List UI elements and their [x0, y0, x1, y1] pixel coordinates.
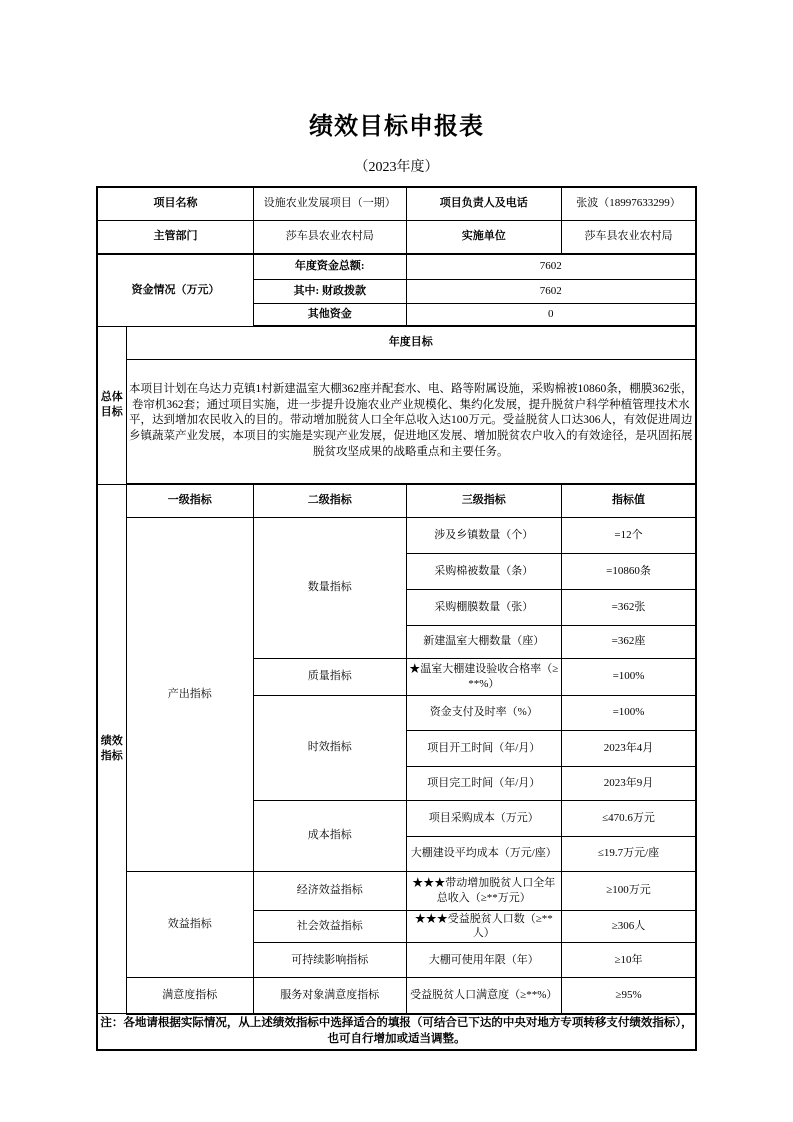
indicator-l1: 满意度指标	[126, 978, 253, 1014]
indicator-l2: 质量指标	[254, 658, 407, 695]
header-level3: 三级指标	[406, 484, 562, 517]
indicator-l2: 社会效益指标	[254, 910, 407, 943]
indicator-l3: 大棚可使用年限（年）	[406, 943, 562, 978]
funding-other-label: 其他资金	[254, 303, 407, 326]
indicator-value: ≥10年	[562, 943, 696, 978]
indicator-l2: 时效指标	[254, 695, 407, 800]
declaration-table	[96, 186, 697, 1051]
funding-label: 资金情况（万元）	[97, 254, 254, 326]
project-name-label: 项目名称	[97, 187, 254, 220]
indicator-l1: 效益指标	[126, 871, 253, 978]
indicator-l3: 受益脱贫人口满意度（≥**%）	[406, 978, 562, 1014]
project-name-value: 设施农业发展项目（一期）	[254, 187, 407, 220]
indicator-l3: 新建温室大棚数量（座）	[406, 625, 562, 658]
overall-goal-side-label: 总体目标	[97, 326, 126, 484]
indicator-value: ≥95%	[562, 978, 696, 1014]
indicator-value: =10860条	[562, 553, 696, 589]
note-cell: 注：各地请根据实际情况，从上述绩效指标中选择适合的填报（可结合已下达的中央对地方专项转移支付绩效指标），也可自行增加或适当调整。	[97, 1014, 696, 1050]
indicator-value: =100%	[562, 695, 696, 730]
project-leader-label: 项目负责人及电话	[406, 187, 562, 220]
indicator-l2: 成本指标	[254, 800, 407, 871]
dept-label: 主管部门	[97, 220, 254, 254]
funding-other-value: 0	[406, 303, 696, 326]
indicator-l2: 经济效益指标	[254, 871, 407, 910]
header-value: 指标值	[562, 484, 696, 517]
indicator-l3: 项目采购成本（万元）	[406, 800, 562, 836]
indicator-l3: 资金支付及时率（%）	[406, 695, 562, 730]
indicator-l2: 可持续影响指标	[254, 943, 407, 978]
header-level2: 二级指标	[254, 484, 407, 517]
funding-fiscal-value: 7602	[406, 279, 696, 303]
indicator-value: =100%	[562, 658, 696, 695]
page-title: 绩效目标申报表	[309, 114, 484, 140]
indicator-l3: 项目开工时间（年/月）	[406, 730, 562, 766]
indicator-l3: 涉及乡镇数量（个）	[406, 517, 562, 553]
overall-goal-text: 本项目计划在乌达力克镇1村新建温室大棚362座并配套水、电、路等附属设施，采购棉被10860条，棚膜362张，卷帘机362套；通过项目实施，进一步提升设施农业产业规模化、集约化发展，提升脱贫户科学种植管理技术水平，达到增加农民收入的目的。带动增加脱贫人口全年总收入达100万元。受益脱贫人口达306人，有效促进周边乡镇蔬菜产业发展，本项目的实施是实现产业发展，促进地区发展、增加脱贫农户收入的有效途径，是巩固拓展脱贫攻坚成果的战略重点和主要任务。	[126, 359, 696, 484]
impl-unit-value: 莎车县农业农村局	[562, 220, 696, 254]
indicator-l2: 服务对象满意度指标	[254, 978, 407, 1014]
indicator-l3: ★★★带动增加脱贫人口全年总收入（≥**万元）	[406, 871, 562, 910]
page-subtitle: （2023年度）	[354, 160, 439, 175]
indicator-l3: 采购棉被数量（条）	[406, 553, 562, 589]
header-level1: 一级指标	[126, 484, 253, 517]
funding-fiscal-label: 其中: 财政拨款	[254, 279, 407, 303]
impl-unit-label: 实施单位	[406, 220, 562, 254]
indicator-value: 2023年9月	[562, 766, 696, 800]
annual-goal-header: 年度目标	[126, 326, 696, 359]
dept-value: 莎车县农业农村局	[254, 220, 407, 254]
indicator-value: ≤470.6万元	[562, 800, 696, 836]
indicator-value: =12个	[562, 517, 696, 553]
indicator-l2: 数量指标	[254, 517, 407, 658]
indicator-l3: 采购棚膜数量（张）	[406, 589, 562, 625]
indicator-value: =362座	[562, 625, 696, 658]
funding-total-label: 年度资金总额:	[254, 254, 407, 279]
project-leader-value: 张波（18997633299）	[562, 187, 696, 220]
indicator-value: ≥306人	[562, 910, 696, 943]
indicator-value: 2023年4月	[562, 730, 696, 766]
indicator-l3: ★温室大棚建设验收合格率（≥**%）	[406, 658, 562, 695]
indicator-value: ≤19.7万元/座	[562, 836, 696, 871]
funding-total-value: 7602	[406, 254, 696, 279]
indicator-value: =362张	[562, 589, 696, 625]
indicator-l3: 大棚建设平均成本（万元/座）	[406, 836, 562, 871]
indicator-l3: ★★★受益脱贫人口数（≥**人）	[406, 910, 562, 943]
indicator-value: ≥100万元	[562, 871, 696, 910]
indicator-l1: 产出指标	[126, 517, 253, 871]
performance-side-label: 绩效指标	[97, 484, 126, 1014]
indicator-l3: 项目完工时间（年/月）	[406, 766, 562, 800]
